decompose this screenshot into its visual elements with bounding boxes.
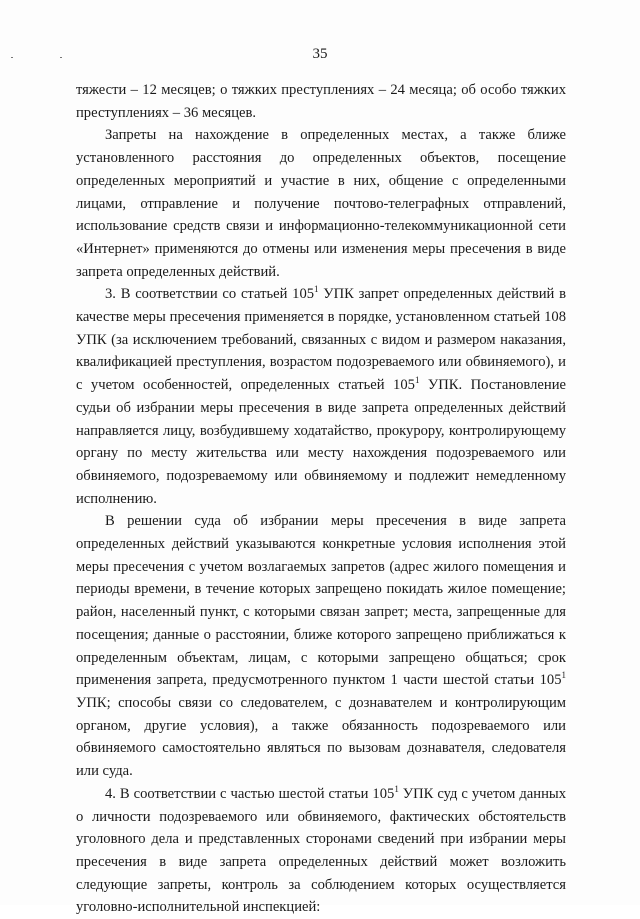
superscript: 1 <box>561 670 566 681</box>
superscript: 1 <box>394 783 399 794</box>
text-run: 4. В соответствии с частью шестой статьи 105 <box>105 785 395 802</box>
paragraph <box>76 124 566 283</box>
text-run: УПК запрет определенных действий в качестве меры пресечения применяется в порядке, установленном статьей 108 УПК (за исключением требований, связанных с видом и размером наказания, квалификацией преступления, возрастом подозреваемого или обвиняемого), и с учетом особенностей, определенных статьей 105 <box>76 286 566 394</box>
text-run: 3. В соответствии со статьей 105 <box>105 286 315 303</box>
text-run: Запреты на нахождение в определенных местах, а также ближе установленного расстояния до определенных объектов, посещение определенных мероприятий и участие в них, общение с определенными лицами, отправление и получение почтово-телеграфных отправлений, использование средств связи и информационно-телекоммуникационной сети «Интернет» применяются до отмены или изменения меры пресечения в виде запрета определенных действий. <box>76 127 566 280</box>
text-run: В решении суда об избрании меры пресечения в виде запрета определенных действий указываются конкретные условия исполнения этой меры пресечения с учетом возлагаемых запретов (адрес жилого помещения и периоды времени, в течение которых запрещено покидать жилое помещение; район, населенный пункт, с которыми связан запрет; места, запрещенные для посещения; данные о расстоянии, ближе которого запрещено приближаться к определенным объектам, лицам, с которыми запрещено общаться; срок применения запрета, предусмотренного пунктом 1 части шестой статьи 105 <box>76 513 566 689</box>
paragraph <box>76 283 566 510</box>
text-run: тяжести – 12 месяцев; о тяжких преступлениях – 24 месяца; об особо тяжких преступлениях – 36 месяцев. <box>76 82 566 121</box>
paragraph <box>76 783 566 919</box>
text-run: УПК; способы связи со следователем, с дознавателем и контролирующим органом, другие условия), а также обязанность подозреваемого или обвиняемого самостоятельно являться по вызовам дознавателя, следователя или суда. <box>76 694 566 780</box>
text-run: УПК. Постановление судьи об избрании меры пресечения в виде запрета определенных действий направляется лицу, возбудившему ходатайство, прокурору, контролирующему органу по месту жительства или месту нахождения подозреваемого или обвиняемого, подозреваемому или обвиняемому и подлежит немедленному исполнению. <box>76 377 566 507</box>
superscript: 1 <box>314 284 319 295</box>
paragraph <box>76 510 566 782</box>
text-run: УПК суд с учетом данных о личности подозреваемого или обвиняемого, фактических обстоятельств уголовного дела и представленных сторонами сведений при избрании меры пресечения в виде запрета определенных действий может возложить следующие запреты, контроль за соблюдением которых осуществляется уголовно-исполнительной инспекцией: <box>76 785 567 916</box>
document-body <box>76 79 566 919</box>
paragraph <box>76 79 566 124</box>
page-number: 35 <box>312 46 328 62</box>
superscript: 1 <box>414 375 420 386</box>
